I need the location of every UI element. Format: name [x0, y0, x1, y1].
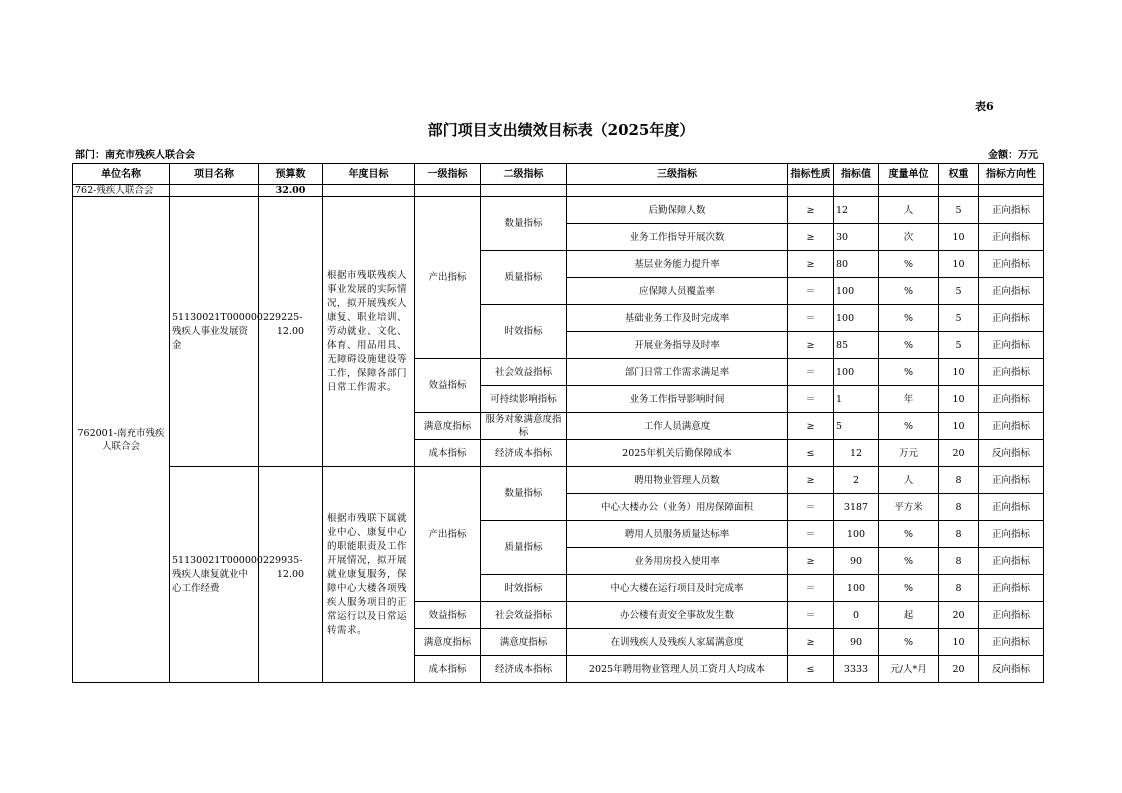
direction: 正向指标	[979, 278, 1044, 305]
direction: 正向指标	[979, 197, 1044, 224]
measure-unit: %	[879, 521, 939, 548]
header-cell: 预算数	[259, 164, 323, 185]
weight: 10	[939, 251, 979, 278]
measure-unit: 平方米	[879, 494, 939, 521]
indicator-value: 80	[834, 251, 879, 278]
amount-unit: 金额：万元	[988, 150, 1038, 161]
indicator-value: 12	[834, 440, 879, 467]
direction: 正向指标	[979, 332, 1044, 359]
level2-indicator: 时效指标	[481, 305, 567, 359]
level3-indicator: 业务用房投入使用率	[567, 548, 788, 575]
indicator-nature: ＝	[788, 386, 834, 413]
direction: 正向指标	[979, 251, 1044, 278]
measure-unit: 元/人*月	[879, 656, 939, 683]
level2-indicator: 质量指标	[481, 521, 567, 575]
level3-indicator: 中心大楼办公（业务）用房保障面积	[567, 494, 788, 521]
weight: 5	[939, 332, 979, 359]
measure-unit: %	[879, 548, 939, 575]
level1-indicator: 满意度指标	[415, 629, 481, 656]
level1-indicator: 产出指标	[415, 197, 481, 359]
weight: 8	[939, 548, 979, 575]
indicator-nature: ≥	[788, 467, 834, 494]
indicator-value: 1	[834, 386, 879, 413]
header-cell: 指标值	[834, 164, 879, 185]
measure-unit: %	[879, 305, 939, 332]
level3-indicator: 聘用人员服务质量达标率	[567, 521, 788, 548]
indicator-nature: ＝	[788, 575, 834, 602]
level3-indicator: 应保障人员覆盖率	[567, 278, 788, 305]
level2-indicator: 时效指标	[481, 575, 567, 602]
level2-indicator: 满意度指标	[481, 629, 567, 656]
weight: 5	[939, 197, 979, 224]
annual-goal: 根据市残联残疾人事业发展的实际情况，拟开展残疾人康复、职业培训、劳动就业、文化、体育、用品用具、无障碍设施建设等工作，保障各部门日常工作需求。	[323, 197, 415, 467]
direction: 正向指标	[979, 629, 1044, 656]
level3-indicator: 部门日常工作需求满足率	[567, 359, 788, 386]
project-budget: 12.00	[259, 467, 323, 683]
weight: 10	[939, 359, 979, 386]
summary-row	[73, 185, 1044, 197]
measure-unit: 年	[879, 386, 939, 413]
weight: 20	[939, 602, 979, 629]
measure-unit: %	[879, 251, 939, 278]
level3-indicator: 基层业务能力提升率	[567, 251, 788, 278]
level3-indicator: 聘用物业管理人员数	[567, 467, 788, 494]
level3-indicator: 2025年聘用物业管理人员工资月人均成本	[567, 656, 788, 683]
header-cell: 一级指标	[415, 164, 481, 185]
measure-unit: %	[879, 332, 939, 359]
level3-indicator: 后勤保障人数	[567, 197, 788, 224]
direction: 正向指标	[979, 575, 1044, 602]
indicator-nature: ＝	[788, 305, 834, 332]
indicator-value: 100	[834, 305, 879, 332]
header-cell: 指标方向性	[979, 164, 1044, 185]
measure-unit: 人	[879, 197, 939, 224]
header-cell: 二级指标	[481, 164, 567, 185]
project-name: 51130021T000000229225-残疾人事业发展资金	[170, 197, 259, 467]
weight: 10	[939, 224, 979, 251]
indicator-value: 2	[834, 467, 879, 494]
measure-unit: 万元	[879, 440, 939, 467]
level3-indicator: 办公楼有责安全事故发生数	[567, 602, 788, 629]
indicator-nature: ＝	[788, 521, 834, 548]
indicator-value: 85	[834, 332, 879, 359]
level2-indicator: 社会效益指标	[481, 359, 567, 386]
indicator-nature: ≥	[788, 332, 834, 359]
unit-name-cell: 762001-南充市残疾人联合会	[73, 197, 170, 683]
summary-unit: 762-残疾人联合会	[73, 185, 170, 197]
direction: 正向指标	[979, 386, 1044, 413]
page-title: 部门项目支出绩效目标表（2025年度）	[427, 121, 695, 139]
direction: 正向指标	[979, 305, 1044, 332]
indicator-value: 100	[834, 521, 879, 548]
indicator-nature: ≥	[788, 251, 834, 278]
header-cell: 三级指标	[567, 164, 788, 185]
direction: 正向指标	[979, 494, 1044, 521]
indicator-nature: ≤	[788, 656, 834, 683]
summary-budget: 32.00	[259, 185, 323, 197]
indicator-nature: ＝	[788, 602, 834, 629]
measure-unit: %	[879, 413, 939, 440]
indicator-value: 90	[834, 548, 879, 575]
weight: 10	[939, 413, 979, 440]
level1-indicator: 产出指标	[415, 467, 481, 602]
measure-unit: %	[879, 359, 939, 386]
level2-indicator: 质量指标	[481, 251, 567, 305]
weight: 8	[939, 521, 979, 548]
indicator-value: 3187	[834, 494, 879, 521]
level2-indicator: 经济成本指标	[481, 656, 567, 683]
direction: 正向指标	[979, 467, 1044, 494]
level2-indicator: 服务对象满意度指标	[481, 413, 567, 440]
direction: 反向指标	[979, 440, 1044, 467]
department-label: 部门：南充市残疾人联合会	[75, 150, 195, 161]
direction: 正向指标	[979, 521, 1044, 548]
level3-indicator: 2025年机关后勤保障成本	[567, 440, 788, 467]
indicator-nature: ＝	[788, 494, 834, 521]
measure-unit: 起	[879, 602, 939, 629]
header-cell: 年度目标	[323, 164, 415, 185]
level3-indicator: 工作人员满意度	[567, 413, 788, 440]
indicator-nature: ≥	[788, 197, 834, 224]
measure-unit: 人	[879, 467, 939, 494]
weight: 10	[939, 386, 979, 413]
level3-indicator: 基础业务工作及时完成率	[567, 305, 788, 332]
direction: 正向指标	[979, 602, 1044, 629]
table-row	[73, 467, 1044, 494]
header-cell: 指标性质	[788, 164, 834, 185]
measure-unit: %	[879, 278, 939, 305]
table-row	[73, 197, 1044, 224]
level2-indicator: 数量指标	[481, 197, 567, 251]
level1-indicator: 满意度指标	[415, 413, 481, 440]
header-cell: 单位名称	[73, 164, 170, 185]
weight: 8	[939, 494, 979, 521]
direction: 正向指标	[979, 359, 1044, 386]
weight: 20	[939, 440, 979, 467]
level2-indicator: 社会效益指标	[481, 602, 567, 629]
level3-indicator: 开展业务指导及时率	[567, 332, 788, 359]
indicator-value: 100	[834, 278, 879, 305]
indicator-nature: ≥	[788, 413, 834, 440]
header-row	[73, 164, 1044, 185]
weight: 10	[939, 629, 979, 656]
header-cell: 项目名称	[170, 164, 259, 185]
table-number: 表6	[975, 100, 994, 113]
level2-indicator: 数量指标	[481, 467, 567, 521]
level3-indicator: 在训残疾人及残疾人家属满意度	[567, 629, 788, 656]
level2-indicator: 可持续影响指标	[481, 386, 567, 413]
measure-unit: %	[879, 575, 939, 602]
header-cell: 度量单位	[879, 164, 939, 185]
performance-table	[72, 163, 1044, 683]
indicator-value: 3333	[834, 656, 879, 683]
weight: 8	[939, 467, 979, 494]
measure-unit: %	[879, 629, 939, 656]
weight: 8	[939, 575, 979, 602]
indicator-value: 12	[834, 197, 879, 224]
level3-indicator: 业务工作指导影响时间	[567, 386, 788, 413]
level2-indicator: 经济成本指标	[481, 440, 567, 467]
indicator-nature: ≥	[788, 548, 834, 575]
level3-indicator: 中心大楼在运行项目及时完成率	[567, 575, 788, 602]
weight: 5	[939, 305, 979, 332]
level3-indicator: 业务工作指导开展次数	[567, 224, 788, 251]
level1-indicator: 效益指标	[415, 602, 481, 629]
indicator-value: 30	[834, 224, 879, 251]
annual-goal: 根据市残联下属就业中心、康复中心的职能职责及工作开展情况，拟开展就业康复服务，保障中心大楼各项残疾人服务项目的正常运行以及日常运转需求。	[323, 467, 415, 683]
indicator-nature: ≥	[788, 629, 834, 656]
direction: 反向指标	[979, 656, 1044, 683]
indicator-nature: ＝	[788, 278, 834, 305]
level1-indicator: 效益指标	[415, 359, 481, 413]
project-name: 51130021T000000229935-残疾人康复就业中心工作经费	[170, 467, 259, 683]
level1-indicator: 成本指标	[415, 656, 481, 683]
project-budget: 12.00	[259, 197, 323, 467]
indicator-value: 100	[834, 359, 879, 386]
indicator-value: 5	[834, 413, 879, 440]
indicator-value: 0	[834, 602, 879, 629]
indicator-nature: ＝	[788, 359, 834, 386]
direction: 正向指标	[979, 224, 1044, 251]
direction: 正向指标	[979, 548, 1044, 575]
indicator-nature: ≤	[788, 440, 834, 467]
level1-indicator: 成本指标	[415, 440, 481, 467]
weight: 20	[939, 656, 979, 683]
header-cell: 权重	[939, 164, 979, 185]
indicator-nature: ≥	[788, 224, 834, 251]
indicator-value: 100	[834, 575, 879, 602]
direction: 正向指标	[979, 413, 1044, 440]
weight: 5	[939, 278, 979, 305]
measure-unit: 次	[879, 224, 939, 251]
indicator-value: 90	[834, 629, 879, 656]
